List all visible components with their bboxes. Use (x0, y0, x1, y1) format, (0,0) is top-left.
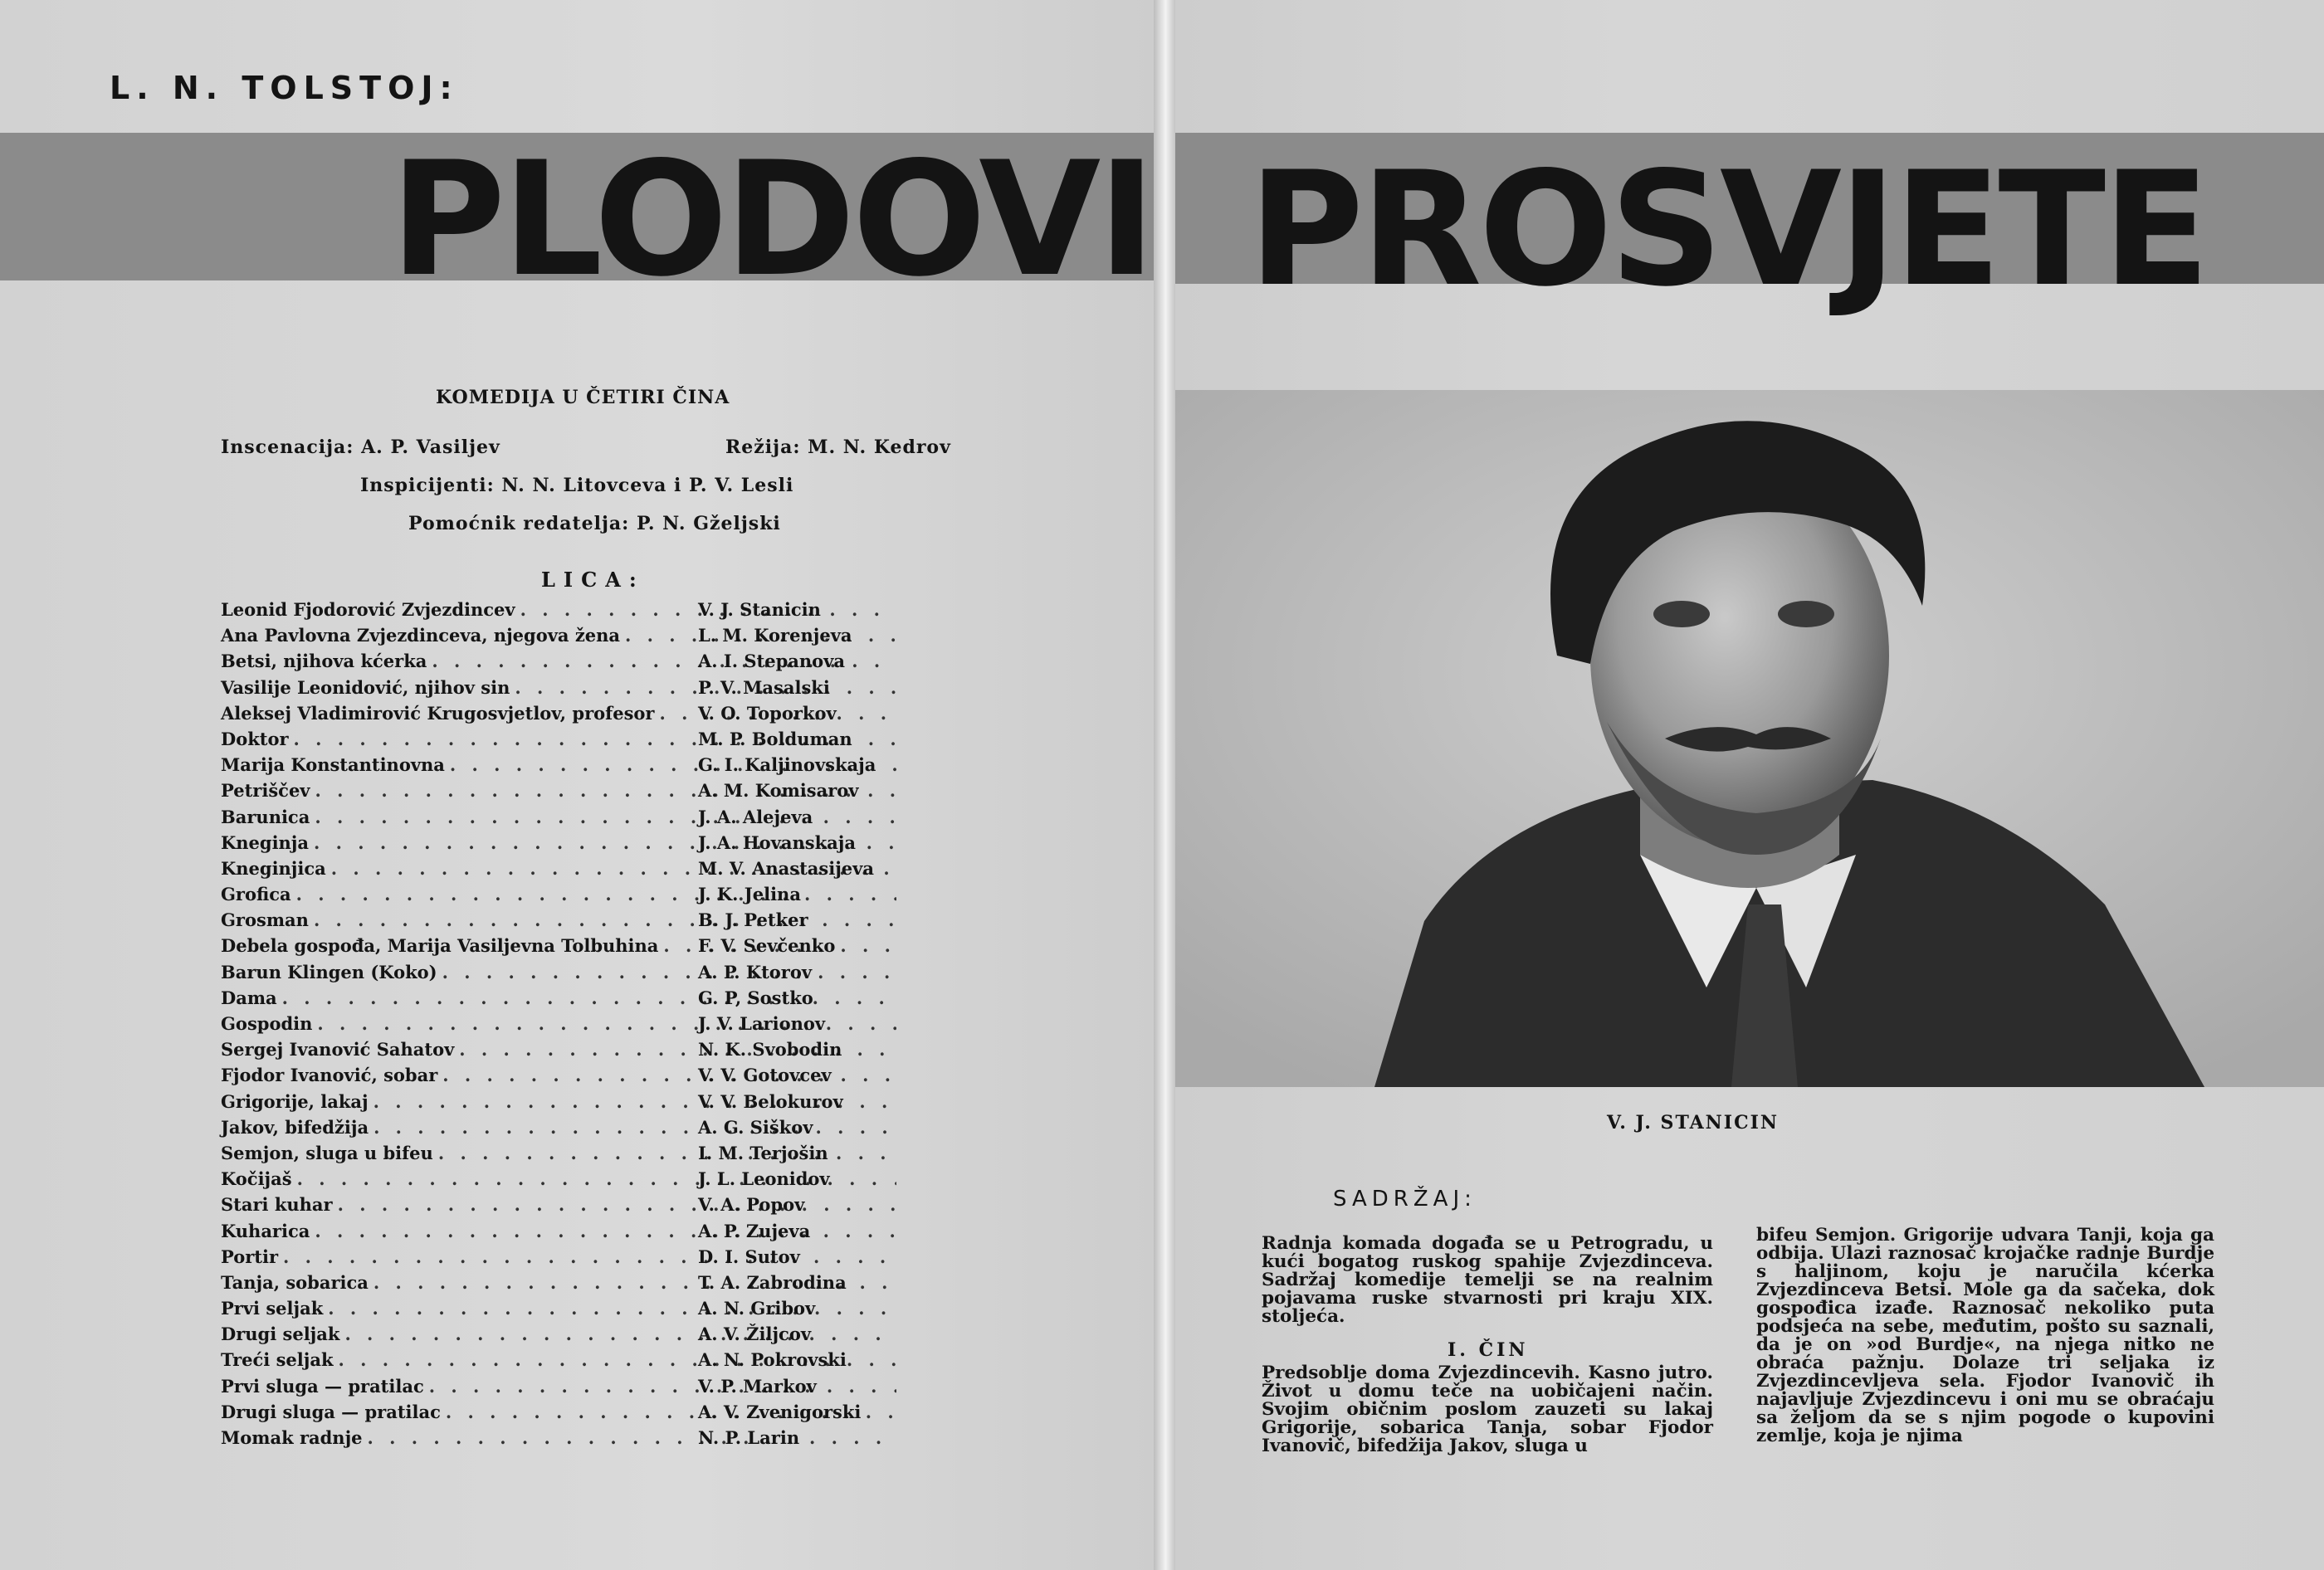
inspicients-credit: Inspicijenti: N. N. Litovceva i P. V. Lesli (360, 475, 794, 496)
actor-name: V. V. Belokurov (698, 1090, 843, 1112)
cast-row (221, 1221, 901, 1246)
cast-row (221, 703, 901, 729)
assistant-director-credit: Pomoćnik redatelja: P. N. Gželjski (408, 513, 781, 534)
role-name: Leonid Fjodorović Zvjezdincev (221, 599, 515, 620)
role-name: Doktor (221, 728, 289, 749)
leader-dots (429, 1376, 896, 1397)
directing-credit: Režija: M. N. Kedrov (725, 436, 951, 458)
actor-name: M. V. Anastasijeva (698, 857, 874, 879)
role-name: Gospodin (221, 1013, 313, 1034)
cast-row (221, 1143, 901, 1168)
actor-name: L. M. Korenjeva (698, 625, 852, 646)
role-name: Betsi, njihova kćerka (221, 651, 427, 672)
actor-name: J. K. Jelina (698, 884, 801, 905)
portrait-illustration (1175, 390, 2324, 1087)
leader-dots (338, 1194, 896, 1215)
role-name: Kočijaš (221, 1168, 292, 1190)
actor-name: I. M. Terjošin (698, 1142, 828, 1163)
subtitle: KOMEDIJA U ČETIRI ČINA (436, 387, 730, 408)
role-name: Grigorije, lakaj (221, 1090, 369, 1112)
cast-heading: LICA: (541, 568, 645, 592)
actor-name: A. N. Gribov (698, 1298, 816, 1319)
cast-row (221, 1349, 901, 1375)
cast-row (221, 1168, 901, 1194)
role-name: Marija Konstantinovna (221, 754, 445, 776)
role-name: Treći seljak (221, 1349, 334, 1371)
actor-name: A. V. Žiljcov (698, 1324, 812, 1345)
role-name: Drugi sluga — pratilac (221, 1401, 441, 1422)
cast-row (221, 625, 901, 651)
actor-portrait-photo (1175, 390, 2324, 1087)
actor-name: V. J. Stanicin (698, 599, 821, 620)
cast-row (221, 987, 901, 1013)
actor-name: A. P. Zujeva (698, 1220, 811, 1241)
role-name: Sergej Ivanović Sahatov (221, 1039, 455, 1060)
actor-name: A. N. Pokrovski (698, 1349, 847, 1371)
actor-name: A. P. Ktorov (698, 961, 813, 982)
cast-row (221, 651, 901, 676)
role-name: Jakov, bifedžija (221, 1116, 369, 1138)
cast-row (221, 1324, 901, 1349)
actor-name: A. I. Stepanova (698, 651, 845, 672)
actor-name: G. P, Sostko (698, 987, 813, 1008)
role-name: Stari kuhar (221, 1194, 333, 1216)
leader-dots (344, 1324, 896, 1344)
actor-name: F. V. Sevčenko (698, 935, 836, 957)
actor-name: V. V. Gotovcev (698, 1065, 832, 1086)
role-name: Drugi seljak (221, 1324, 340, 1345)
page-gutter (1154, 0, 1175, 1570)
left-page (0, 0, 1154, 1570)
act-heading: I. ČIN (1448, 1339, 1529, 1361)
actor-name: B. J. Petker (698, 909, 808, 931)
cast-row (221, 1246, 901, 1272)
actor-name: V. A. Popov (698, 1194, 805, 1216)
cast-row (221, 599, 901, 625)
author: L. N. TOLSTOJ: (110, 70, 459, 106)
role-name: Tanja, sobarica (221, 1271, 369, 1293)
role-name: Grofica (221, 884, 291, 905)
actor-name: D. I. Sutov (698, 1246, 800, 1267)
synopsis-intro: Radnja komada događa se u Petrogradu, u kući bogatog ruskog spahije Zvjezdinceva. Sadržaj komedije temelji se na realnim pojavama ruske stvarnosti pri kraju XIX. stoljeća. (1262, 1233, 1713, 1327)
staging-credit: Inscenacija: A. P. Vasiljev (221, 436, 500, 458)
cast-row (221, 1402, 901, 1427)
role-name: Kuharica (221, 1220, 310, 1241)
cast-row (221, 1272, 901, 1298)
role-name: Debela gospođa, Marija Vasiljevna Tolbuhina (221, 935, 659, 957)
actor-name: G. I. Kaljinovskaja (698, 754, 876, 776)
role-name: Fjodor Ivanović, sobar (221, 1065, 438, 1086)
cast-row (221, 780, 901, 806)
title-part-right: PROSVJETE (1248, 138, 2207, 321)
actor-name: A. G. Siškov (698, 1116, 813, 1138)
role-name: Prvi seljak (221, 1298, 324, 1319)
actor-name: P. V. Masalski (698, 676, 830, 698)
role-name: Portir (221, 1246, 279, 1267)
cast-row (221, 1013, 901, 1039)
cast-row (221, 1194, 901, 1220)
leader-dots (283, 1246, 896, 1267)
cast-list (221, 599, 901, 1453)
role-name: Momak radnje (221, 1427, 363, 1448)
actor-name: V. O. Toporkov (698, 702, 837, 724)
cast-row (221, 677, 901, 703)
role-name: Barun Klingen (Koko) (221, 961, 437, 982)
cast-row (221, 832, 901, 858)
actor-name: V. P. Markov (698, 1375, 817, 1397)
actor-name: N. P. Larin (698, 1427, 800, 1448)
role-name: Prvi sluga — pratilac (221, 1375, 424, 1397)
cast-row (221, 1039, 901, 1065)
cast-row (221, 1117, 901, 1143)
role-name: Dama (221, 987, 277, 1008)
actor-name: N. K. Svobodin (698, 1039, 842, 1060)
cast-row (221, 754, 901, 780)
actor-name: M. P. Bolduman (698, 728, 852, 749)
role-name: Aleksej Vladimirović Krugosvjetlov, profesor (221, 702, 655, 724)
cast-row (221, 1427, 901, 1453)
role-name: Kneginjica (221, 857, 326, 879)
role-name: Semjon, sluga u bifeu (221, 1142, 433, 1163)
actor-name: J. A. Alejeva (698, 806, 813, 827)
title-part-left: PLODOVI (390, 128, 1153, 311)
leader-dots (368, 1427, 896, 1448)
actor-name: T. A. Zabrodina (698, 1271, 847, 1293)
role-name: Petriščev (221, 780, 310, 802)
cast-row (221, 807, 901, 832)
cast-row (221, 884, 901, 909)
actor-name: A. V. Zvenigorski (698, 1401, 862, 1422)
role-name: Barunica (221, 806, 310, 827)
right-page (1175, 0, 2324, 1570)
actor-name: J. A. Hovanskaja (698, 831, 856, 853)
cast-row (221, 858, 901, 884)
role-name: Grosman (221, 909, 309, 931)
photo-caption: V. J. STANICIN (1607, 1112, 1779, 1134)
leader-dots (296, 884, 896, 904)
synopsis-column-2: bifeu Semjon. Grigorije udvara Tanji, koja ga odbija. Ulazi raznosač krojačke radnje Burdje s haljinom, koju je naručila kćerka Zvjezdinceva Betsi. Mole ga da sačeka, dok gospođica izađe. Raznosač nekoliko puta podsjeća na sebe, međutim, pošto su saznali, da je on »od Burdje«, na njega nitko ne obraća pažnju. Dolaze tri seljaka iz Zvjezdincevljeva sela. Fjodor Ivanovič ih najavljuje Zvjezdincevu i oni mu se obraćaju sa željom da se s njim pogode o kupovini zemlje, koja je njima (1756, 1225, 2214, 1446)
actor-name: J. V. Larionov (698, 1013, 826, 1034)
synopsis-heading: SADRŽAJ: (1333, 1187, 1477, 1212)
cast-row (221, 1376, 901, 1402)
cast-row (221, 1091, 901, 1117)
actor-name: A. M. Komisarov (698, 780, 859, 802)
act1-text: Predsoblje doma Zvjezdincevih. Kasno jutro. Život u domu teče na uobičajeni način. Svojim običnim poslom zauzeti su lakaj Grigorije, sobarica Tanja, sobar Fjodor Ivanovič, bifedžija Jakov, sluga u (1262, 1363, 1713, 1456)
cast-row (221, 935, 901, 961)
cast-row (221, 962, 901, 987)
leader-dots (314, 909, 896, 930)
role-name: Vasilije Leonidović, njihov sin (221, 676, 510, 698)
cast-row (221, 909, 901, 935)
leader-dots (374, 1117, 896, 1138)
cast-row (221, 1298, 901, 1324)
cast-row (221, 729, 901, 754)
cast-row (221, 1065, 901, 1090)
leader-dots (442, 962, 896, 982)
role-name: Kneginja (221, 831, 310, 853)
role-name: Ana Pavlovna Zvjezdinceva, njegova žena (221, 625, 621, 646)
actor-name: J. L. Leonidov (698, 1168, 830, 1190)
